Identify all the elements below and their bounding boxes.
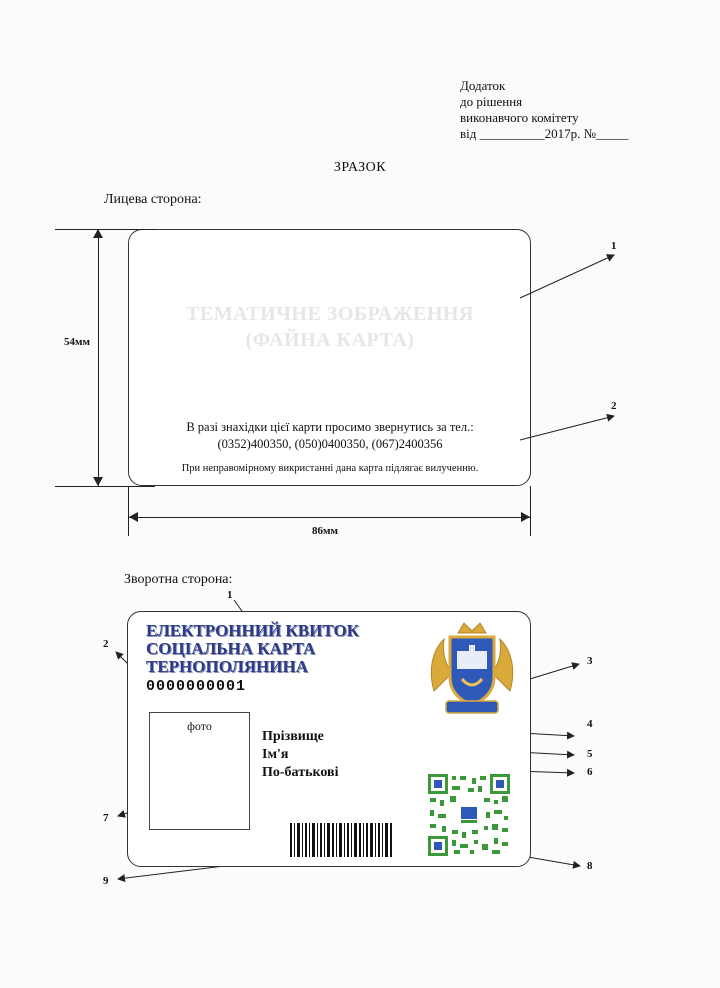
callout-number: 7 <box>103 812 109 824</box>
callout-number: 4 <box>587 718 593 730</box>
annex-line: виконавчого комітету <box>460 110 579 125</box>
front-side-heading: Лицева сторона: <box>104 192 202 207</box>
callout-number: 6 <box>587 766 593 778</box>
found-text: В разі знахідки цієї карти просимо звернутись за тел.: <box>186 420 474 434</box>
callout-number: 9 <box>103 875 109 887</box>
patronymic-field: По-батькові <box>262 765 339 780</box>
annex-line: від __________2017р. №_____ <box>460 126 629 141</box>
card-title-line: ТЕРНОПОЛЯНИНА <box>146 657 308 676</box>
card-title-line: ЕЛЕКТРОННИЙ КВИТОК <box>146 621 359 640</box>
annex-line: до рішення <box>460 94 523 109</box>
misuse-notice: При неправомірному викристанні дана карта підлягає вилученню. <box>181 463 479 474</box>
card-title <box>146 622 359 676</box>
callout-number: 2 <box>611 400 617 412</box>
callout-number: 3 <box>587 655 593 667</box>
callout-number: 2 <box>103 638 109 650</box>
callout-number: 1 <box>227 589 233 601</box>
phone-numbers: (0352)400350, (050)0400350, (067)2400356 <box>217 437 443 451</box>
height-label: 54мм <box>64 336 90 348</box>
callout-number: 8 <box>587 860 593 872</box>
watermark-line: ТЕМАТИЧНЕ ЗОБРАЖЕННЯ <box>186 303 474 325</box>
photo-placeholder <box>149 712 250 830</box>
watermark-line: (ФАЙНА КАРТА) <box>245 329 415 351</box>
barcode-icon <box>290 823 394 857</box>
width-label: 86мм <box>312 525 338 537</box>
name-field: Ім'я <box>262 747 289 762</box>
card-serial-number: 0000000001 <box>146 678 247 695</box>
surname-field: Прізвище <box>262 729 324 744</box>
annex-line: Додаток <box>460 78 506 93</box>
qr-code-icon <box>428 774 510 856</box>
document-title: ЗРАЗОК <box>333 160 387 175</box>
callout-number: 5 <box>587 748 593 760</box>
back-side-heading: Зворотна сторона: <box>124 572 233 587</box>
photo-label: фото <box>187 719 212 733</box>
ternopil-coat-of-arms-icon <box>424 621 520 717</box>
callout-number: 1 <box>611 240 617 252</box>
card-title-line: СОЦІАЛЬНА КАРТА <box>146 639 316 658</box>
